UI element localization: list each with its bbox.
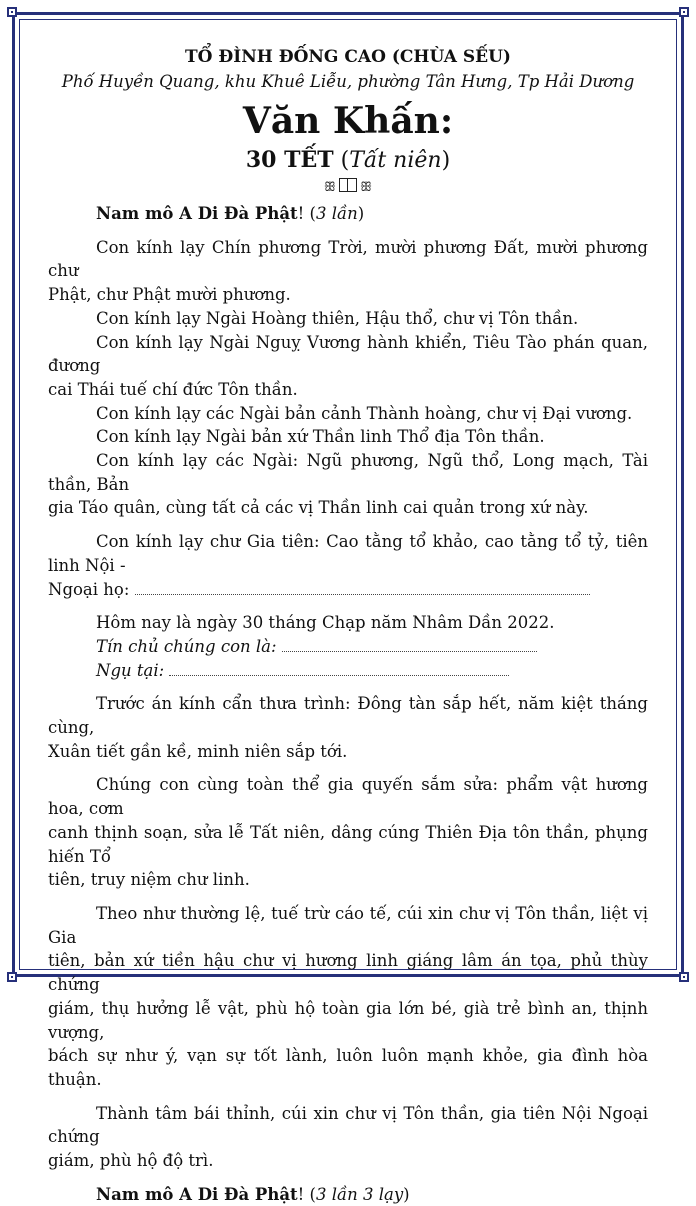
document-subtitle: [48, 145, 648, 176]
text-line: Con kính lạy các Ngài: Ngũ phương, Ngũ thổ, Long mạch, Tài thần, Bản: [48, 451, 648, 494]
text-line: tiên, truy niệm chư linh.: [48, 870, 250, 890]
corner-ornament: [679, 972, 689, 982]
subtitle-main: 30 TẾT: [245, 147, 334, 173]
corner-ornament: [7, 972, 17, 982]
text-line: Con kính lạy các Ngài bản cảnh Thành hoàng, chư vị Đại vương.: [96, 403, 633, 423]
corner-ornament: [679, 7, 689, 17]
host-line: [48, 635, 648, 659]
blank-line: [135, 584, 590, 595]
book-ornament: [48, 178, 648, 196]
text-line: tiên, bản xứ tiền hậu chư vị hương linh giáng lâm án tọa, phủ thùy chứng: [48, 951, 648, 995]
document-title: Văn Khấn:: [242, 100, 454, 142]
temple-name: TỔ ĐÌNH ĐỐNG CAO (CHÙA SẾU): [185, 47, 511, 67]
text-line: Con kính lạy Ngài bản xứ Thần linh Thổ địa Tôn thần.: [96, 427, 545, 447]
text-line: Con kính lạy Ngài Nguỵ Vương hành khiển, Tiêu Tào phán quan, đương: [48, 332, 648, 376]
text-line: Con kính lạy chư Gia tiên: Cao tằng tổ khảo, cao tằng tổ tỷ, tiên linh Nội -: [48, 532, 648, 575]
corner-ornament: [7, 7, 17, 17]
text-line: Con kính lạy Ngài Hoàng thiên, Hậu thổ, chư vị Tôn thần.: [96, 308, 579, 328]
closing-close: ): [403, 1184, 410, 1204]
text-line: bách sự như ý, vạn sự tốt lành, luôn luôn mạnh khỏe, gia đình hòa thuận.: [48, 1046, 648, 1089]
ancestor-label: Ngoại họ:: [48, 579, 130, 599]
flourish-right-icon: ꕥ: [360, 180, 373, 195]
text-line: Phật, chư Phật mười phương.: [48, 285, 291, 305]
text-line: Trước án kính cẩn thưa trình: Đông tàn sắp hết, năm kiệt tháng cùng,: [48, 694, 648, 738]
blank-line: [169, 665, 509, 676]
residence-line: [48, 659, 648, 683]
temple-address: Phố Huyền Quang, khu Khuê Liễu, phường Tân Hưng, Tp Hải Dương: [61, 72, 635, 91]
document-body: [48, 46, 648, 1206]
opening-close: ): [357, 204, 365, 223]
text-line: Thành tâm bái thỉnh, cúi xin chư vị Tôn thần, gia tiên Nội Ngoại chứng: [48, 1103, 648, 1147]
subtitle-close: ): [441, 148, 451, 173]
opening-invocation: [48, 202, 648, 226]
text-line: gia Táo quân, cùng tất cả các vị Thần linh cai quản trong xứ này.: [48, 498, 589, 518]
closing-bold: Nam mô A Di Đà Phật: [96, 1184, 298, 1204]
subtitle-paren: Tất niên: [349, 148, 442, 173]
text-line: giám, phù hộ độ trì.: [48, 1151, 214, 1171]
text-line: giám, thụ hưởng lễ vật, phù hộ toàn gia lớn bé, già trẻ bình an, thịnh vượng,: [48, 998, 648, 1042]
opening-excl: ! (: [297, 204, 316, 223]
opening-bold: Nam mô A Di Đà Phật: [96, 204, 298, 223]
text-line: Hôm nay là ngày 30 tháng Chạp năm Nhâm Dần 2022.: [96, 613, 555, 633]
blank-line: [282, 641, 537, 652]
text-line: cai Thái tuế chí đức Tôn thần.: [48, 379, 298, 399]
opening-italic: 3 lần: [315, 204, 358, 223]
closing-italic: 3 lần 3 lạy: [315, 1184, 404, 1204]
text-line: Theo như thường lệ, tuế trừ cáo tế, cúi xin chư vị Tôn thần, liệt vị Gia: [48, 903, 648, 947]
closing-excl: ! (: [297, 1184, 316, 1204]
flourish-left-icon: ꕥ: [323, 180, 336, 195]
text-line: Con kính lạy Chín phương Trời, mười phương Đất, mười phương chư: [48, 237, 648, 281]
ancestor-line: [48, 578, 648, 602]
host-label: Tín chủ chúng con là:: [96, 636, 277, 656]
text-line: Xuân tiết gần kề, minh niên sắp tới.: [48, 741, 348, 761]
closing-invocation: [48, 1183, 648, 1206]
subtitle-open: (: [333, 148, 350, 173]
text-line: canh thịnh soạn, sửa lễ Tất niên, dâng cúng Thiên Địa tôn thần, phụng hiến Tổ: [48, 822, 648, 866]
residence-label: Ngụ tại:: [96, 660, 165, 680]
text-line: Chúng con cùng toàn thể gia quyến sắm sửa: phẩm vật hương hoa, cơm: [48, 775, 648, 819]
book-icon: [339, 178, 357, 192]
